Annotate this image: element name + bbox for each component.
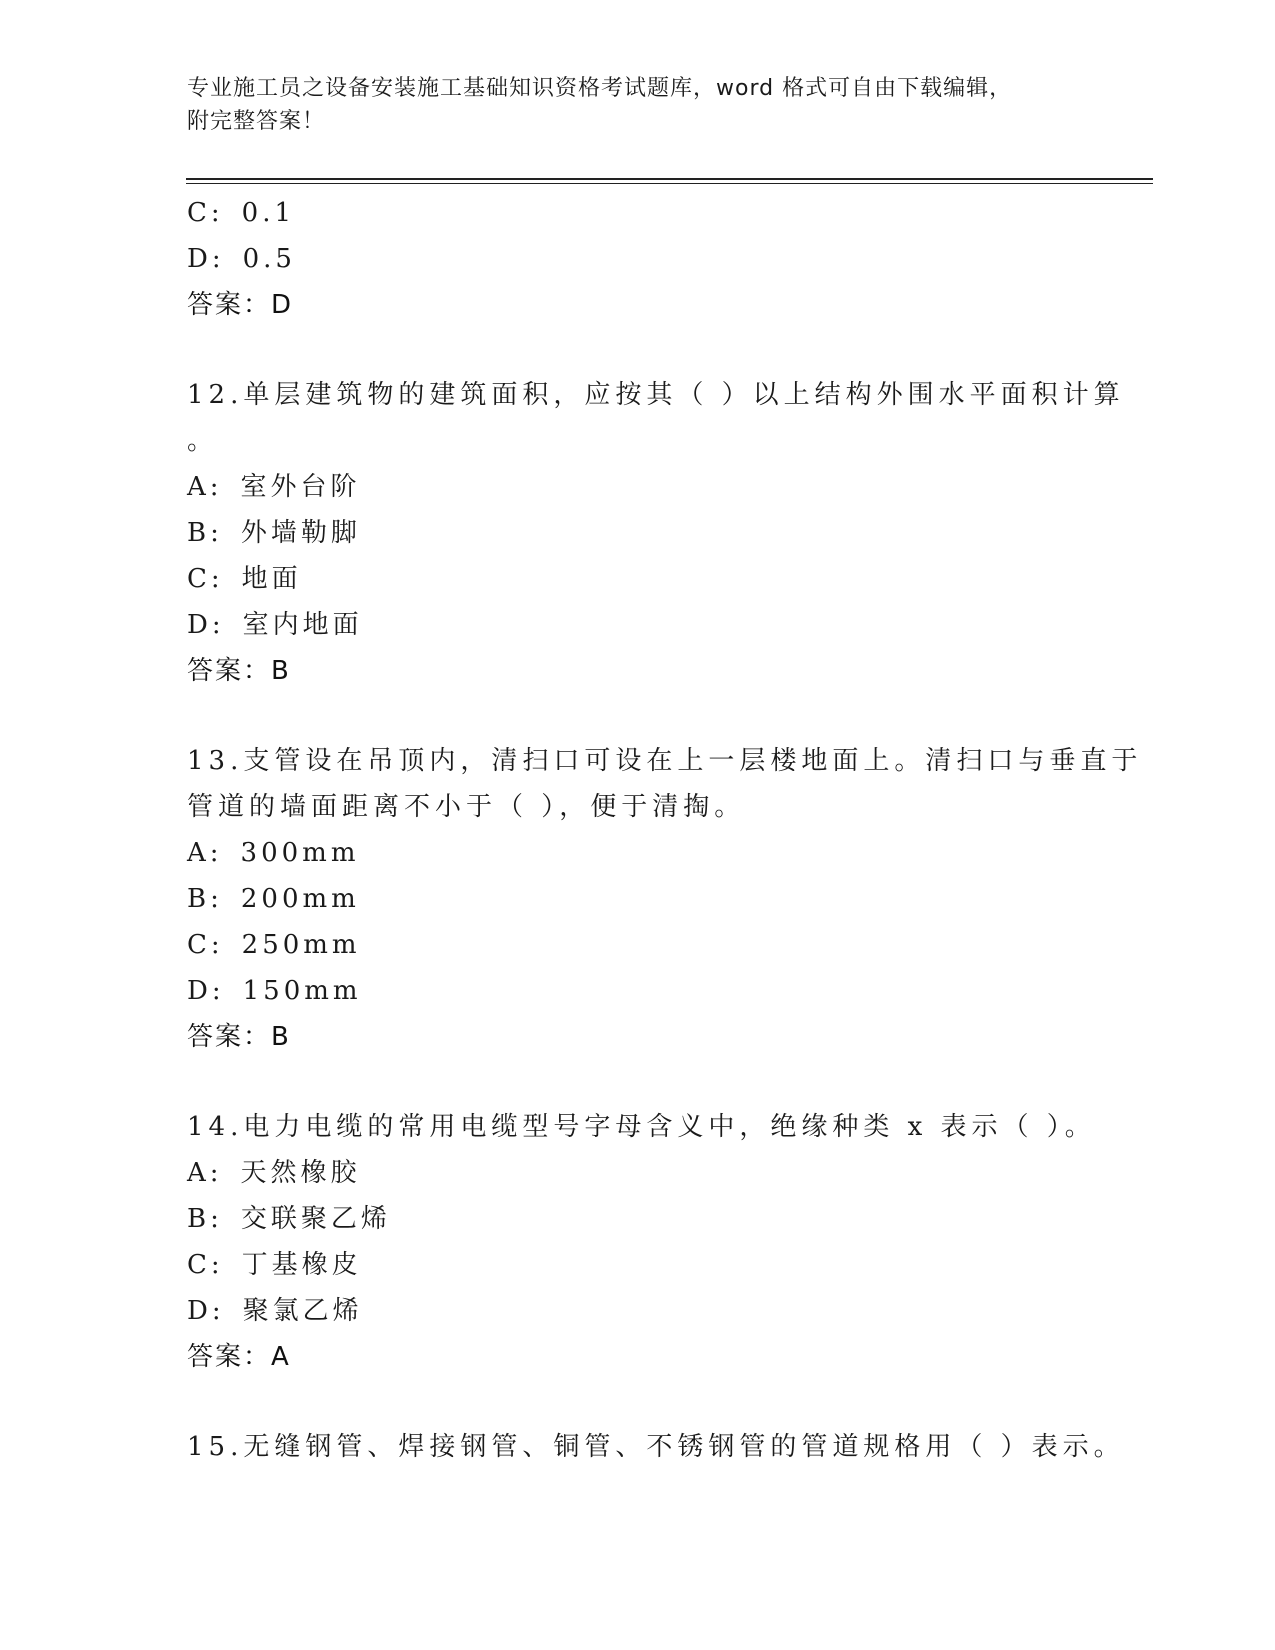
document-header (187, 72, 1087, 138)
option-d (187, 602, 1087, 648)
header-line-2: 附完整答案！ (187, 109, 326, 134)
option-key: B: (187, 518, 223, 548)
option-key: A: (187, 1158, 223, 1188)
option-key: C: (187, 930, 224, 960)
question-block-11-tail (187, 190, 1087, 328)
answer-line: 答案：A (187, 1342, 291, 1372)
option-text: 300mm (240, 838, 360, 868)
question-text (187, 1424, 1125, 1470)
question-text (187, 738, 1143, 830)
option-text: 250mm (241, 930, 361, 960)
header-line-1: 专业施工员之设备安装施工基础知识资格考试题库，word 格式可自由下载编辑， (187, 76, 1013, 101)
option-d (187, 1288, 1087, 1334)
option-c (187, 556, 1087, 602)
option-text: 室外台阶 (240, 472, 361, 502)
option-b (187, 876, 1087, 922)
option-text: 150mm (242, 976, 362, 1006)
option-text: 0.1 (241, 198, 296, 228)
option-key: D: (187, 1296, 225, 1326)
option-text: 聚氯乙烯 (242, 1296, 363, 1326)
option-text: 地面 (241, 564, 302, 594)
answer-line: 答案：B (187, 656, 291, 686)
question-block-12 (187, 372, 1125, 694)
option-c (187, 190, 1087, 236)
option-key: D: (187, 976, 225, 1006)
question-list (187, 190, 1143, 1470)
question-line: 管道的墙面距离不小于（ ），便于清掏。 (187, 792, 746, 822)
header-divider-thin (186, 183, 1153, 184)
option-key: C: (187, 198, 224, 228)
question-line: 。 (187, 426, 219, 456)
question-text (187, 1104, 1096, 1150)
option-c (187, 922, 1087, 968)
question-line: 13.支管设在吊顶内，清扫口可设在上一层楼地面上。清扫口与垂直于 (187, 746, 1143, 776)
answer-line: 答案：B (187, 1022, 291, 1052)
header-divider-thick (186, 178, 1153, 180)
option-key: B: (187, 1204, 223, 1234)
question-block-13 (187, 738, 1143, 1060)
option-text: 天然橡胶 (240, 1158, 361, 1188)
option-text: 外墙勒脚 (240, 518, 361, 548)
question-text (187, 372, 1125, 464)
option-text: 丁基橡皮 (241, 1250, 362, 1280)
option-b (187, 1196, 1087, 1242)
question-line: 12.单层建筑物的建筑面积，应按其（ ）以上结构外围水平面积计算 (187, 380, 1125, 410)
option-a (187, 1150, 1087, 1196)
option-b (187, 510, 1087, 556)
option-key: A: (187, 472, 223, 502)
option-key: B: (187, 884, 223, 914)
option-a (187, 464, 1087, 510)
question-line: 14.电力电缆的常用电缆型号字母含义中，绝缘种类 x 表示（ ）。 (187, 1112, 1096, 1142)
option-key: A: (187, 838, 223, 868)
option-c (187, 1242, 1087, 1288)
option-text: 200mm (240, 884, 360, 914)
option-key: C: (187, 1250, 224, 1280)
option-text: 室内地面 (242, 610, 363, 640)
question-line: 15.无缝钢管、焊接钢管、铜管、不锈钢管的管道规格用（ ）表示。 (187, 1432, 1125, 1462)
option-d (187, 968, 1087, 1014)
option-key: D: (187, 610, 225, 640)
answer-line: 答案：D (187, 290, 294, 320)
question-block-14 (187, 1104, 1096, 1380)
option-text: 0.5 (242, 244, 296, 274)
option-a (187, 830, 1087, 876)
question-block-15 (187, 1424, 1125, 1470)
option-text: 交联聚乙烯 (240, 1204, 391, 1234)
option-d (187, 236, 1087, 282)
option-key: D: (187, 244, 225, 274)
option-key: C: (187, 564, 224, 594)
